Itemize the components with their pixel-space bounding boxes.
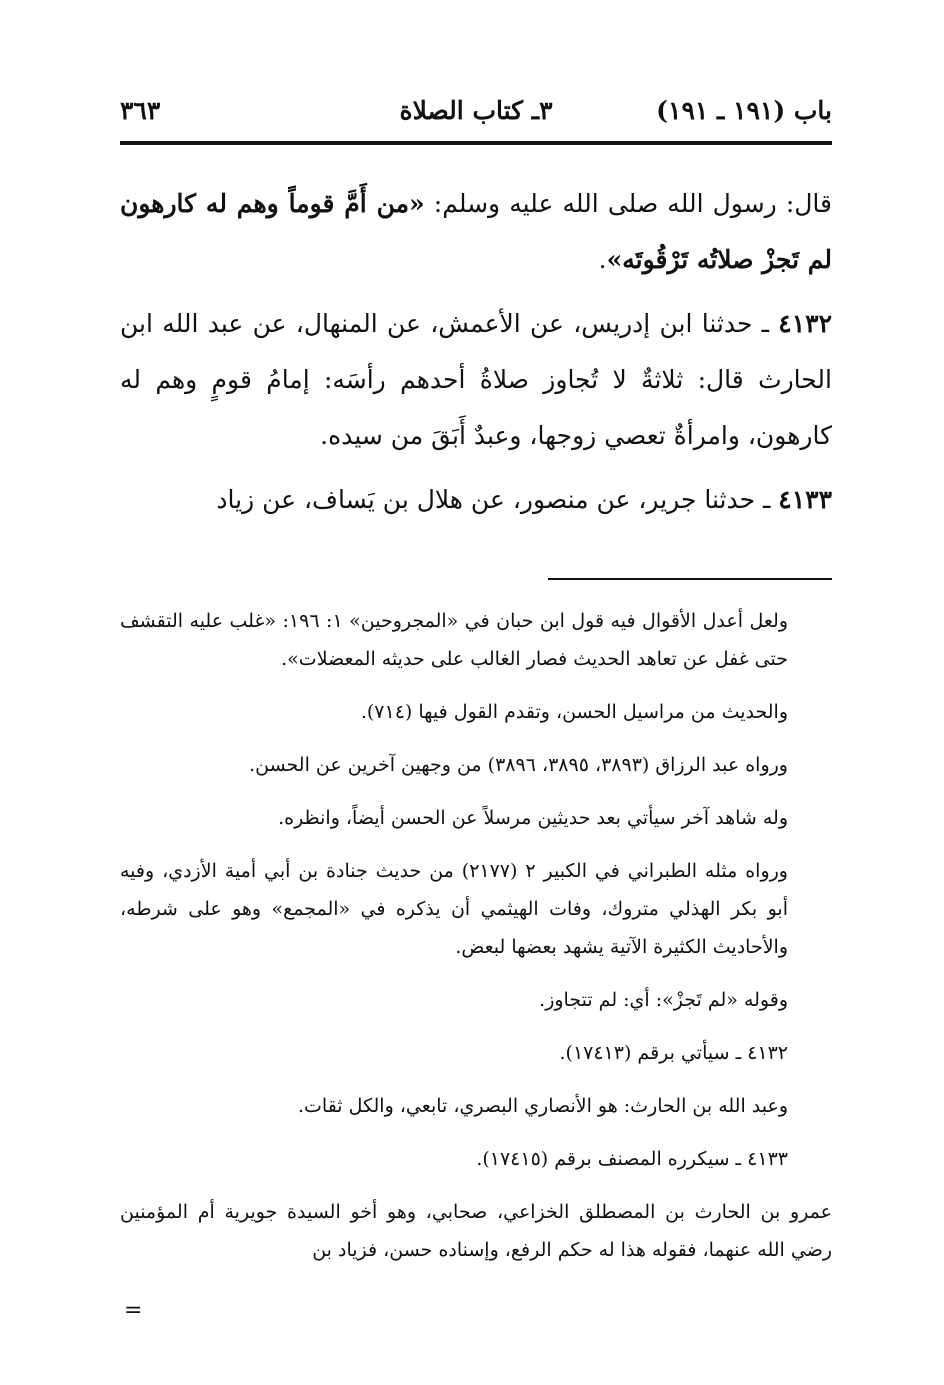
continuation-mark: = [124, 1298, 143, 1323]
page-number: ٣٦٣ [120, 96, 161, 125]
footnote-paragraph: ورواه عبد الرزاق (٣٨٩٣، ٣٨٩٥، ٣٨٩٦) من وجهين آخرين عن الحسن. [249, 754, 788, 776]
hadith-text: ـ حدثنا ابن إدريس، عن الأعمش، عن المنهال، عن عبد الله ابن الحارث قال: ثلاثةٌ لا تُجاوز صلاةُ أحدهم رأسَه: إمامُ قومٍ وهم له كارهون، وامرأةٌ تعصي زوجها، وعبدٌ أَبَقَ من سيده. [120, 309, 832, 450]
quote-intro: قال: رسول الله صلى الله عليه وسلم: [424, 189, 833, 218]
main-text [120, 176, 832, 536]
hadith-4132 [120, 296, 832, 464]
footnote-paragraph: والحديث من مراسيل الحسن، وتقدم القول فيها (٧١٤). [360, 701, 788, 723]
footnote-paragraph: وعبد الله بن الحارث: هو الأنصاري البصري، تابعي، والكل ثقات. [297, 1095, 788, 1117]
footnote-paragraph: ولعل أعدل الأقوال فيه قول ابن حبان في «المجروحين» ١: ١٩٦: «غلب عليه التقشف حتى غفل عن تعاهد الحديث فصار الغالب على حديثه المعضلات». [120, 610, 788, 670]
hadith-text: ـ حدثنا جرير، عن منصور، عن هلال بن يَساف، عن زياد [216, 485, 779, 514]
hadith-4133 [120, 472, 832, 528]
chapter-heading: باب (١٩١ ـ ١٩١) [656, 96, 832, 125]
footnote-paragraph: ٤١٣٣ ـ سيكرره المصنف برقم (١٧٤١٥). [476, 1148, 788, 1170]
footnotes [120, 602, 832, 1284]
page-header [120, 96, 832, 136]
hadith-number: ٤١٣٢ [778, 309, 832, 338]
hadith-number: ٤١٣٣ [778, 485, 832, 514]
footnote-paragraph: وله شاهد آخر سيأتي بعد حديثين مرسلاً عن الحسن أيضاً، وانظره. [278, 807, 788, 829]
hadith-quote: «من أَمَّ قوماً وهم له كارهون لم تَجزْ صلاتُه تَرْقُوتَه» [120, 189, 832, 274]
footnote-paragraph: ورواه مثله الطبراني في الكبير ٢ (٢١٧٧) من حديث جنادة بن أبي أمية الأزدي، وفيه أبو بكر الهذلي متروك، وفات الهيثمي أن يذكره في «المجمع» وهو على شرطه، والأحاديث الكثيرة الآتية يشهد بعضها لبعض. [120, 860, 788, 958]
footnote-paragraph: ٤١٣٢ ـ سيأتي برقم (١٧٤١٣). [559, 1042, 788, 1064]
paragraph-continuation [120, 176, 832, 288]
footnote-paragraph: عمرو بن الحارث بن المصطلق الخزاعي، صحابي، وهو أخو السيدة جويرية أم المؤمنين رضي الله عنهما، فقوله هذا له حكم الرفع، وإسناده حسن، فزياد بن [120, 1201, 832, 1261]
book-title: ٣ـ كتاب الصلاة [399, 96, 553, 125]
header-rule [120, 141, 832, 145]
footnote-paragraph: وقوله «لم تَجزْ»: أي: لم تتجاوز. [539, 989, 788, 1011]
footnote-separator [548, 578, 832, 580]
quote-end: . [598, 245, 607, 274]
